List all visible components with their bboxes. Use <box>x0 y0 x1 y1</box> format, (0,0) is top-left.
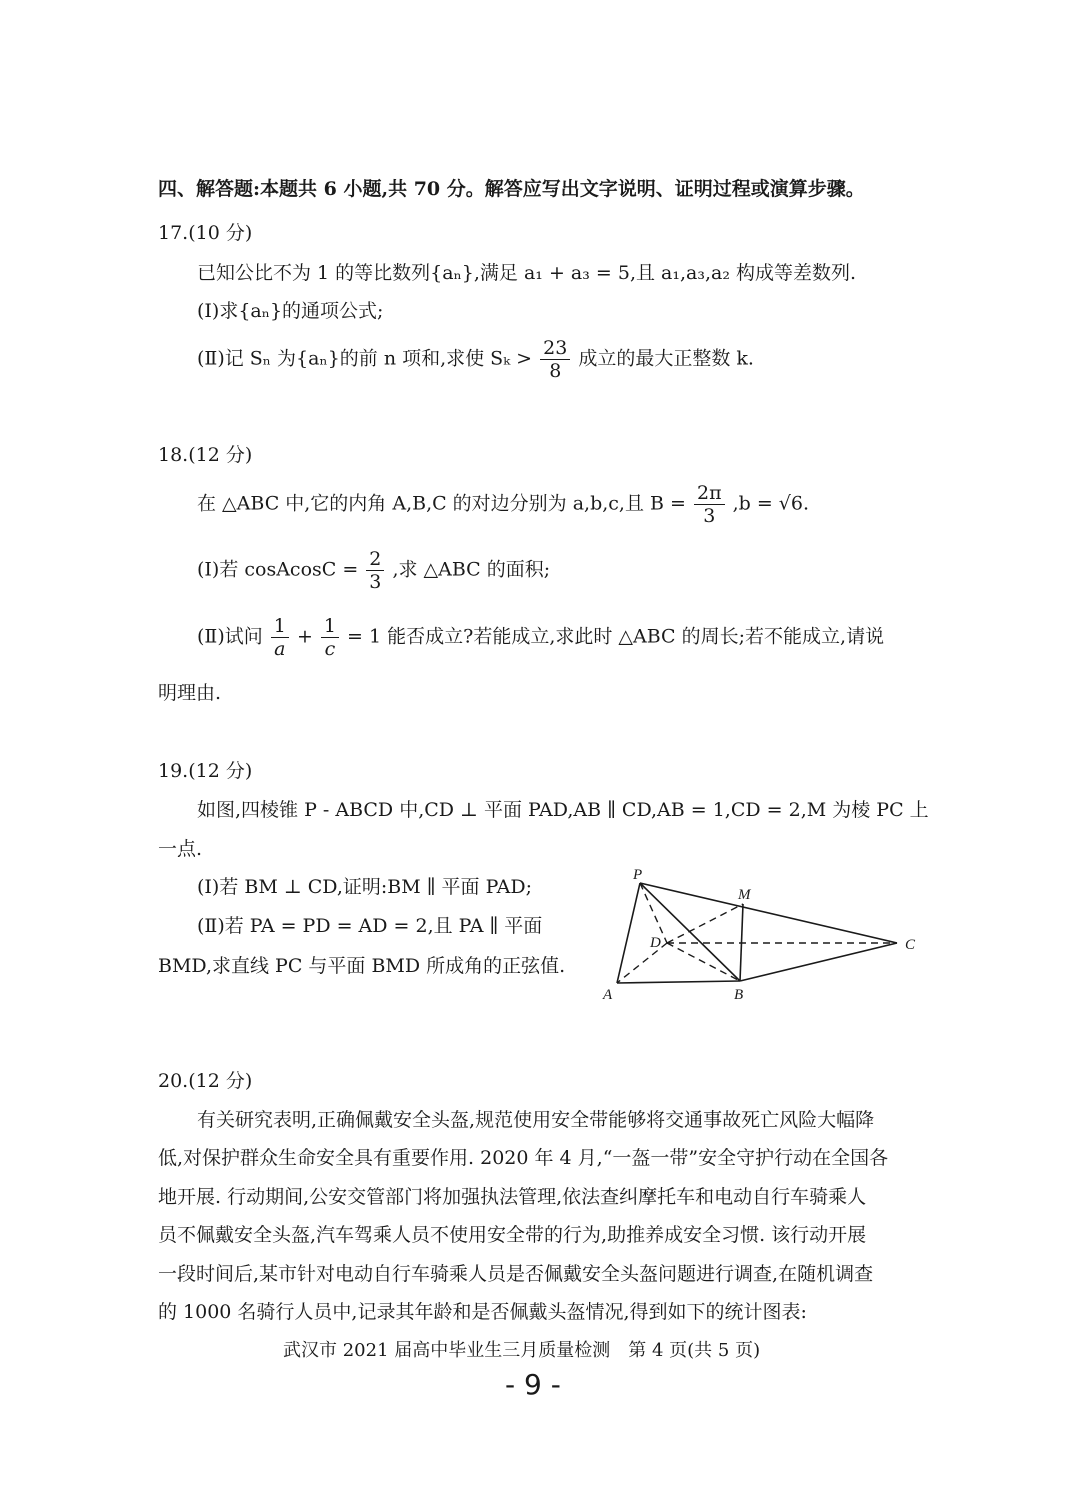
q17-fraction <box>540 337 570 382</box>
q18-stem-fraction <box>694 482 725 527</box>
q20-line5: 一段时间后,某市针对电动自行车骑乘人员是否佩戴安全头盔问题进行调查,在随机调查 <box>158 1263 874 1285</box>
edge-PB <box>640 883 740 981</box>
edge-DB <box>667 943 740 981</box>
label-B: B <box>734 987 744 1003</box>
q19-stem-line1: 如图,四棱锥 P - ABCD 中,CD ⊥ 平面 PAD,AB ∥ CD,AB = 1,CD = 2,M 为棱 PC 上 <box>197 799 929 821</box>
q18-part2-continuation: 明理由. <box>158 682 222 704</box>
q18-part2-denominator-a: a <box>274 638 286 660</box>
q18-stem-post: ,b = √6. <box>732 492 810 515</box>
q18-stem-pre: 在 △ABC 中,它的内角 A,B,C 的对边分别为 a,b,c,且 B = <box>197 492 686 515</box>
q19-heading: 19.(12 分) <box>158 760 253 782</box>
label-M: M <box>738 887 751 903</box>
q17-frac-denominator: 8 <box>549 360 562 382</box>
q18-part2-numerator-c: 1 <box>321 615 339 638</box>
label-A: A <box>603 987 613 1003</box>
q17-part1: (Ⅰ)求{aₙ}的通项公式; <box>197 300 384 322</box>
q17-part2-pre: (Ⅱ)记 Sₙ 为{aₙ}的前 n 项和,求使 Sₖ > <box>197 347 533 370</box>
edge-PD <box>640 883 667 943</box>
pyramid-figure <box>595 865 935 1010</box>
q17-part2-post: 成立的最大正整数 k. <box>578 347 754 370</box>
q18-part2 <box>197 615 884 660</box>
q18-part2-numerator-a: 1 <box>271 615 289 638</box>
q18-part1-fraction <box>366 548 384 593</box>
label-D: D <box>650 935 661 951</box>
q19-part2-line2: BMD,求直线 PC 与平面 BMD 所成角的正弦值. <box>158 955 566 977</box>
edge-PC <box>640 883 897 943</box>
q20-line3: 地开展. 行动期间,公安交管部门将加强执法管理,依法查纠摩托车和电动自行车骑乘人 <box>158 1186 867 1208</box>
page-footer: 武汉市 2021 届高中毕业生三月质量检测 第 4 页(共 5 页) <box>283 1340 761 1361</box>
q18-part2-fraction-a <box>271 615 289 660</box>
q17-frac-numerator: 23 <box>540 337 570 360</box>
q18-part1-numerator: 2 <box>366 548 384 571</box>
page-number: - 9 - <box>505 1368 561 1401</box>
q18-stem <box>197 482 809 527</box>
q18-part1 <box>197 548 550 593</box>
q17-part2 <box>197 337 754 382</box>
q19-stem-line2: 一点. <box>158 838 203 860</box>
q18-stem-denominator: 3 <box>703 505 716 527</box>
q17-stem: 已知公比不为 1 的等比数列{aₙ},满足 a₁ + a₃ = 5,且 a₁,a₃,a₂ 构成等差数列. <box>197 262 857 284</box>
label-P: P <box>633 867 643 883</box>
edge-AB <box>617 981 740 983</box>
q18-part1-post: ,求 △ABC 的面积; <box>392 558 551 581</box>
q19-part2-line1: (Ⅱ)若 PA = PD = AD = 2,且 PA ∥ 平面 <box>197 915 543 937</box>
label-C: C <box>905 937 916 953</box>
q18-heading: 18.(12 分) <box>158 444 253 466</box>
q18-stem-numerator: 2π <box>694 482 725 505</box>
q18-part2-post: = 1 能否成立?若能成立,求此时 △ABC 的周长;若不能成立,请说 <box>347 625 885 648</box>
q20-heading: 20.(12 分) <box>158 1070 253 1092</box>
q17-heading: 17.(10 分) <box>158 222 253 244</box>
q18-part2-fraction-c <box>321 615 339 660</box>
edge-BC <box>740 943 897 981</box>
q20-line1: 有关研究表明,正确佩戴安全头盔,规范使用安全带能够将交通事故死亡风险大幅降 <box>197 1109 875 1131</box>
q20-line4: 员不佩戴安全头盔,汽车驾乘人员不使用安全带的行为,助推养成安全习惯. 该行动开展 <box>158 1224 867 1246</box>
edge-DM <box>667 904 743 943</box>
q19-part1: (Ⅰ)若 BM ⊥ CD,证明:BM ∥ 平面 PAD; <box>197 876 532 898</box>
q20-line2: 低,对保护群众生命安全具有重要作用. 2020 年 4 月,“一盔一带”安全守护行动在全国各 <box>158 1147 889 1169</box>
section-heading: 四、解答题:本题共 6 小题,共 70 分。解答应写出文字说明、证明过程或演算步骤。 <box>158 178 865 200</box>
q18-part2-denominator-c: c <box>324 638 336 660</box>
q18-part2-plus: + <box>296 625 313 648</box>
q18-part1-pre: (Ⅰ)若 cosAcosC = <box>197 558 359 581</box>
q18-part2-pre: (Ⅱ)试问 <box>197 625 263 648</box>
q18-part1-denominator: 3 <box>369 571 382 593</box>
q20-line6: 的 1000 名骑行人员中,记录其年龄和是否佩戴头盔情况,得到如下的统计图表: <box>158 1301 807 1323</box>
